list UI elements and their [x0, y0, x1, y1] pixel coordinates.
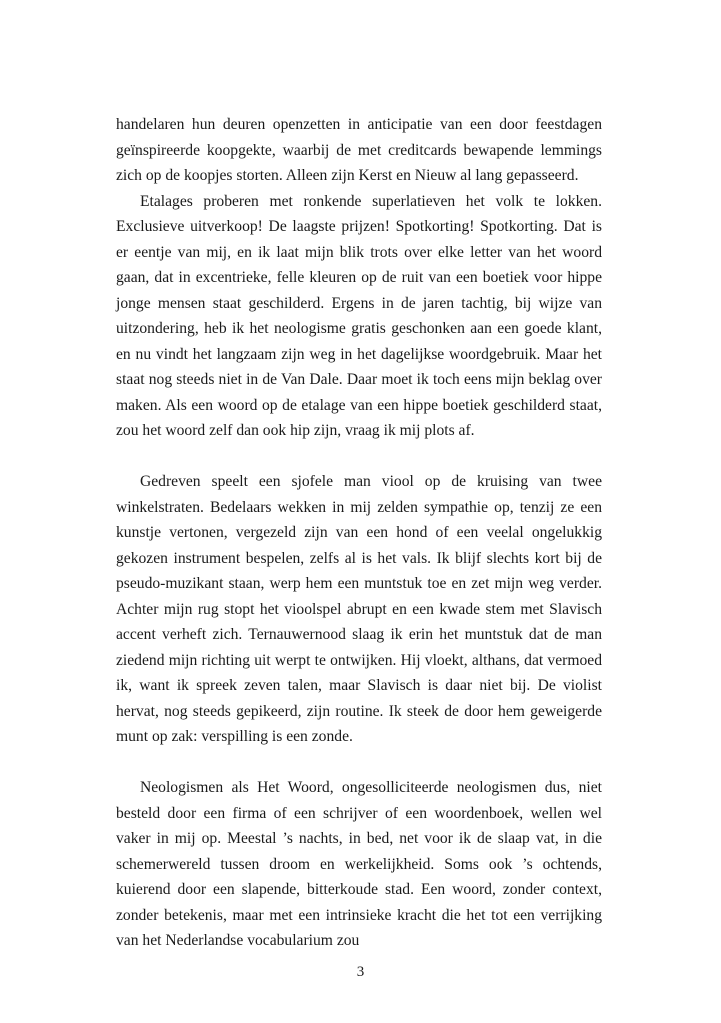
paragraph-gap — [116, 750, 602, 776]
paragraph-etalages: Etalages proberen met ronkende superlatieven het volk te lokken. Exclusieve uitverkoop! De laagste prijzen! Spotkorting! Spotkorting. Dat is er eentje van mij, en ik laat mijn blik trots over elke letter van het woord gaan, dat in excentrieke, felle kleuren op de ruit van een boetiek voor hippe jonge mensen staat geschilderd. Ergens in de jaren tachtig, bij wijze van uitzondering, heb ik het neologisme gratis geschonken aan een goede klant, en nu vindt het langzaam zijn weg in het dagelijkse woordgebruik. Maar het staat nog steeds niet in de Van Dale. Daar moet ik toch eens mijn beklag over maken. Als een woord op de etalage van een hippe boetiek geschilderd staat, zou het woord zelf dan ook hip zijn, vraag ik mij plots af. — [116, 192, 602, 439]
paragraph-gap — [116, 444, 602, 470]
page-number: 3 — [356, 964, 365, 980]
paragraph-violist: Gedreven speelt een sjofele man viool op de kruising van twee winkelstraten. Bedelaars wekken in mij zelden sympathie op, tenzij ze een kunstje vertonen, vergezeld zijn van een hond of een veelal ongelukkig gekozen instrument bespelen, zelfs al is het vals. Ik blijf slechts kort bij de pseudo-muzikant staan, werp hem een muntstuk toe en zet mijn weg verder. Achter mijn rug stopt het vioolspel abrupt en een kwade stem met Slavisch accent verheft zich. Ternauwernood slaag ik erin het muntstuk dat de man ziedend mijn richting uit werpt te ontwijken. Hij vloekt, althans, dat vermoed ik, want ik spreek zeven talen, maar Slavisch is daar niet bij. De violist hervat, nog steeds gepikeerd, zijn routine. Ik steek de door hem geweigerde munt op zak: verspilling is een zonde. — [116, 473, 602, 745]
body-text — [116, 112, 602, 954]
paragraph-continuation: handelaren hun deuren openzetten in anticipatie van een door feestdagen geïnspireerde koopgekte, waarbij de met creditcards bewapende lemmings zich op de koopjes storten. Alleen zijn Kerst en Nieuw al lang gepasseerd. — [116, 116, 602, 184]
paragraph-neologismen: Neologismen als Het Woord, ongesolliciteerde neologismen dus, niet besteld door een firma of een schrijver of een woordenboek, wellen wel vaker in mij op. Meestal ’s nachts, in bed, net voor ik de slaap vat, in die schemerwereld tussen droom en werkelijkheid. Soms ook ’s ochtends, kuierend door een slapende, bitterkoude stad. Een woord, zonder context, zonder betekenis, maar met een intrinsieke kracht die het tot een verrijking van het Nederlandse vocabularium zou — [116, 779, 602, 949]
